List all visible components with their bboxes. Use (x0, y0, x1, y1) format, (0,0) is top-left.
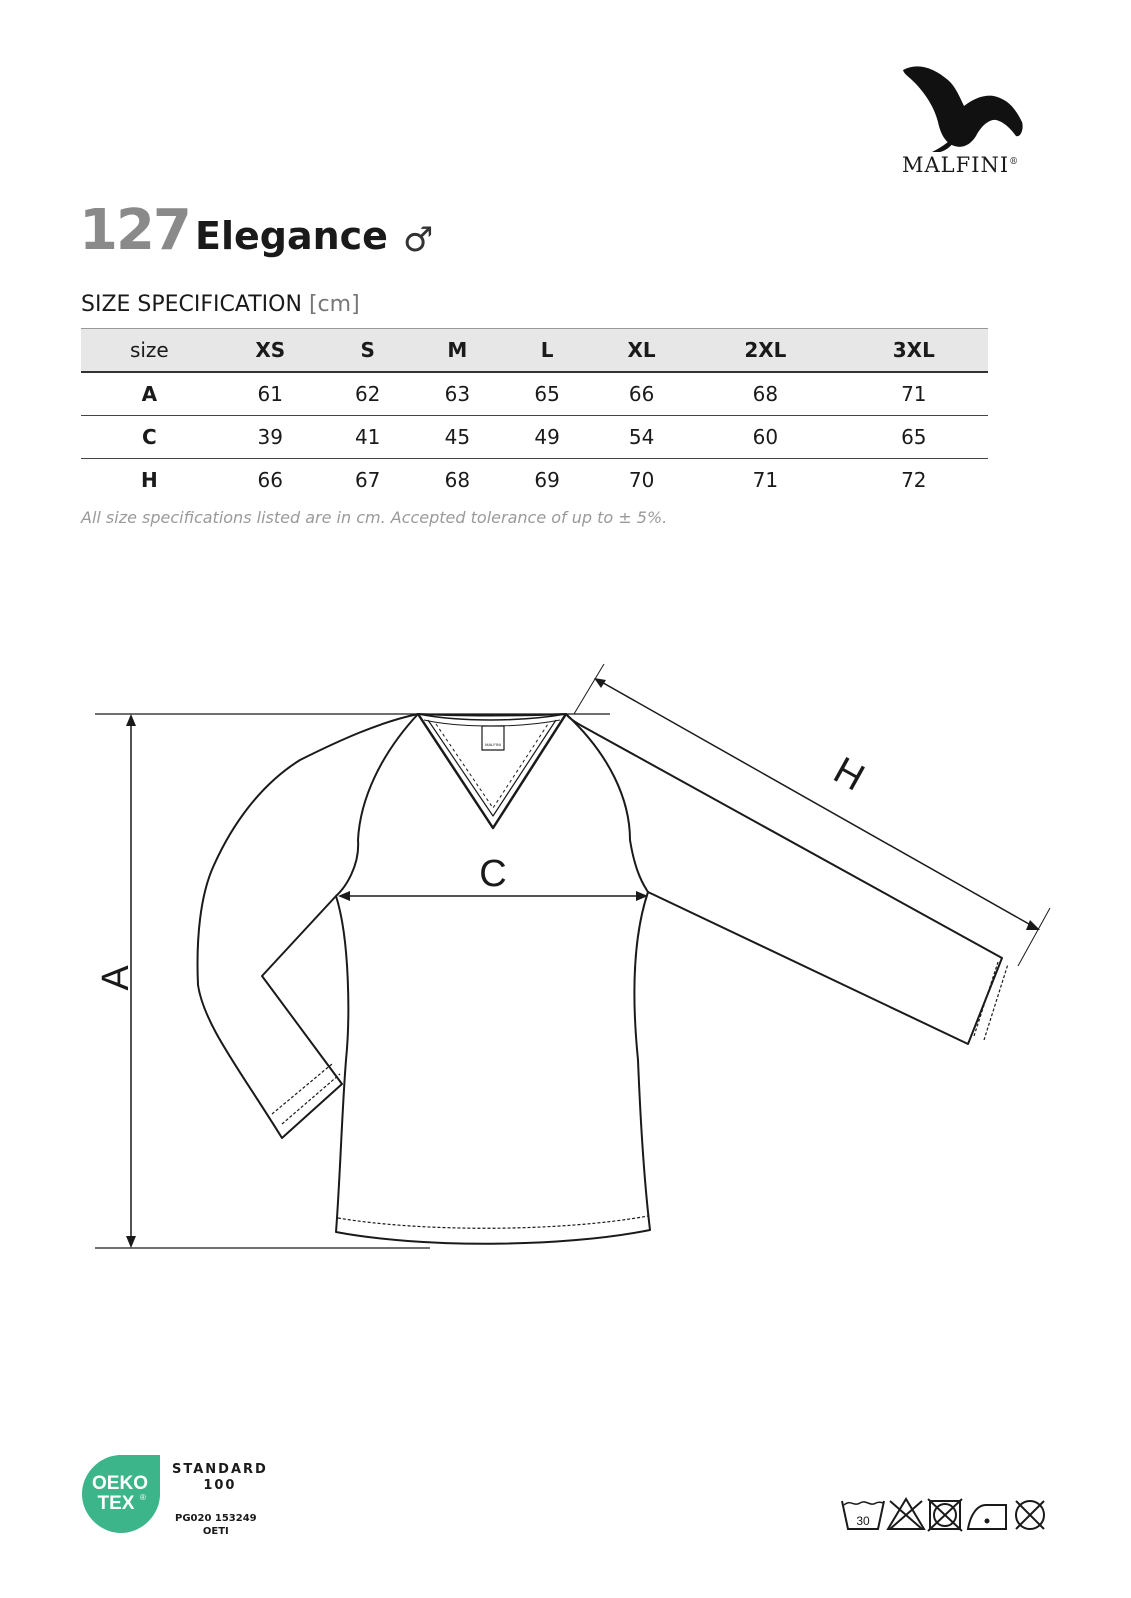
spec-unit: [cm] (308, 292, 360, 317)
table-cell: 61 (257, 382, 283, 406)
right-cuff (974, 962, 1008, 1040)
table-row (81, 459, 988, 502)
hem-stitch (338, 1216, 648, 1228)
dimension-h-label: H (826, 749, 872, 800)
tolerance-note: All size specifications listed are in cm. Accepted tolerance of up to ± 5%. (81, 508, 668, 527)
table-cell: 67 (354, 468, 381, 492)
row-label: H (140, 468, 158, 492)
table-cell: 65 (901, 425, 927, 449)
dimension-h-line (598, 680, 1036, 928)
table-header-cell: XS (255, 338, 286, 362)
standard-label: STANDARD (172, 1462, 268, 1477)
table-cell: 66 (257, 468, 283, 492)
table-cell: 66 (628, 382, 655, 406)
table-cell: 72 (901, 468, 927, 492)
table-cell: 45 (444, 425, 471, 449)
row-label: A (141, 382, 158, 406)
oeko-tex-badge (82, 1455, 160, 1537)
eagle-icon (900, 62, 1040, 152)
wash-temperature: 30 (856, 1514, 870, 1528)
table-header-row (81, 329, 988, 373)
v-neck-inner (428, 720, 556, 816)
table-header-cell: M (447, 338, 468, 362)
table-row (81, 372, 988, 416)
standard-number: 100 (203, 1478, 237, 1493)
table-cell: 68 (752, 382, 779, 406)
row-label: C (142, 425, 157, 449)
table-cell: 62 (354, 382, 381, 406)
oeko-mark: ® (140, 1493, 146, 1502)
table-header-cell: S (360, 338, 375, 362)
brand-logo (880, 62, 1060, 152)
dimension-c-label: C (479, 853, 507, 895)
table-header-cell: 3XL (892, 338, 935, 362)
neck-tag-text: MALFINI (485, 742, 501, 747)
table-cell: 49 (534, 425, 560, 449)
table-cell: 39 (257, 425, 283, 449)
table-cell: 54 (628, 425, 655, 449)
oeko-line2: TEX (97, 1493, 135, 1514)
table-cell: 69 (534, 468, 560, 492)
size-table (81, 328, 988, 501)
no-tumble-dry-icon (928, 1499, 962, 1531)
table-cell: 41 (354, 425, 381, 449)
product-name: Elegance (195, 214, 388, 258)
spec-title (81, 292, 360, 317)
table-cell: 63 (444, 382, 471, 406)
certificate-number (175, 1512, 257, 1538)
table-header-cell: XL (627, 338, 656, 362)
oeko-standard (172, 1462, 268, 1494)
garment-diagram (0, 640, 1131, 1280)
dimension-a-label: A (95, 965, 137, 991)
garment-outline (198, 714, 1002, 1244)
table-header-cell: size (129, 338, 169, 362)
cert-institute: OETI (202, 1526, 229, 1537)
table-cell: 65 (534, 382, 560, 406)
no-bleach-icon (888, 1499, 924, 1529)
table-cell: 60 (752, 425, 779, 449)
left-raglan-seam (336, 714, 418, 896)
male-symbol-icon: ♂ (403, 220, 434, 260)
table-cell: 68 (444, 468, 471, 492)
table-cell: 71 (752, 468, 779, 492)
table-cell: 70 (628, 468, 655, 492)
oeko-line1: OEKO (92, 1473, 148, 1494)
table-header-cell: L (540, 338, 554, 362)
table-row (81, 416, 988, 459)
brand-name: MALFINI® (902, 153, 1020, 177)
iron-low-icon (968, 1505, 1006, 1529)
cert-number: PG020 153249 (175, 1513, 257, 1524)
table-header-cell: 2XL (744, 338, 787, 362)
no-dry-clean-icon (1016, 1501, 1044, 1529)
care-symbols (840, 1495, 1060, 1537)
product-number: 127 (79, 198, 190, 263)
spec-title-text: SIZE SPECIFICATION (81, 292, 302, 317)
table-cell: 71 (901, 382, 927, 406)
